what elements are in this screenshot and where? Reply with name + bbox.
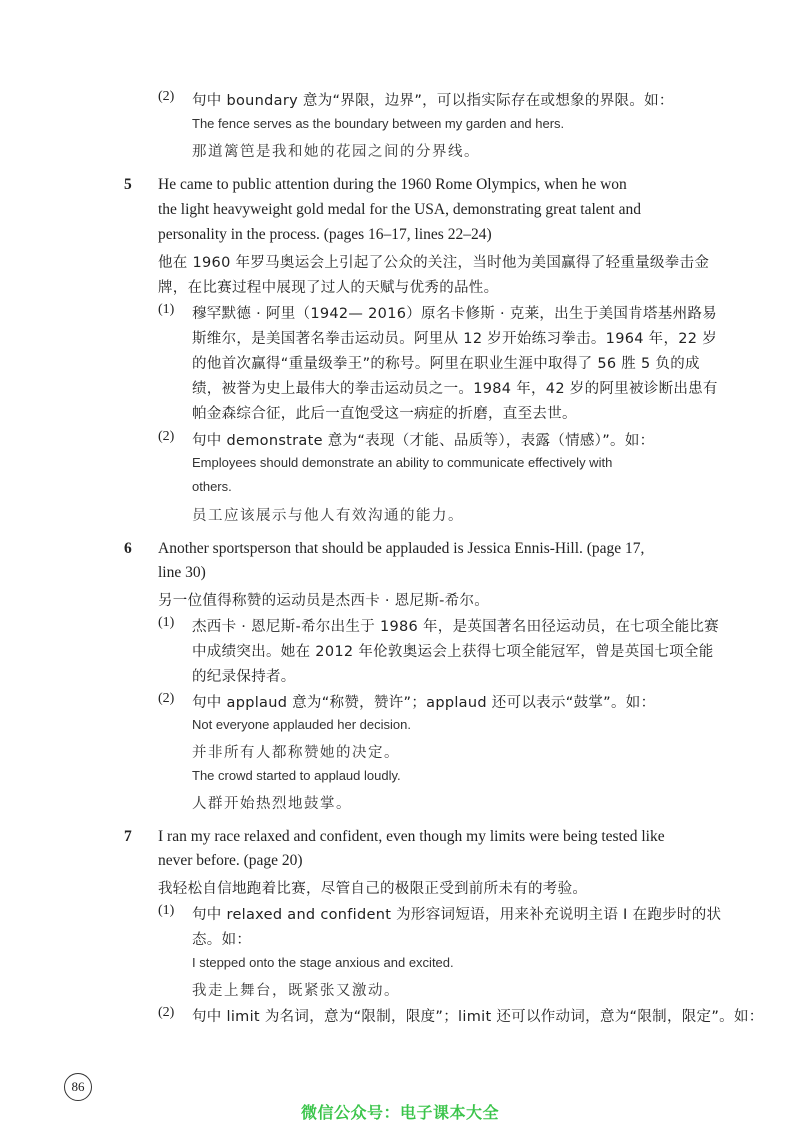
sub-item-number: (2) <box>158 89 175 104</box>
item-number: 7 <box>124 828 132 845</box>
item-english-line: personality in the process. (pages 16–17, lines 22–24) <box>158 226 492 243</box>
sub-item-number: (2) <box>158 691 175 706</box>
item-chinese-line: 牌，在比赛过程中展现了过人的天赋与优秀的品性。 <box>158 280 499 296</box>
sub-item-line: 的纪录保持者。 <box>192 669 296 685</box>
sub-item-line: 穆罕默德 · 阿里（1942— 2016）原名卡修斯 · 克莱，出生于美国肯塔基州路易 <box>192 306 717 322</box>
item-english-line: I ran my race relaxed and confident, even though my limits were being tested like <box>158 828 665 845</box>
example-english: others. <box>192 479 232 494</box>
example-chinese: 那道篱笆是我和她的花园之间的分界线。 <box>192 144 480 160</box>
example-chinese: 员工应该展示与他人有效沟通的能力。 <box>192 508 464 524</box>
item-english-line: the light heavyweight gold medal for the USA, demonstrating great talent and <box>158 201 641 218</box>
example-english: I stepped onto the stage anxious and excited. <box>192 955 454 970</box>
item-english-line: Another sportsperson that should be applauded is Jessica Ennis-Hill. (page 17, <box>158 540 645 557</box>
sub-item-line: 帕金森综合征，此后一直饱受这一病症的折磨，直至去世。 <box>192 406 577 422</box>
sub-item-line: 中成绩突出。她在 2012 年伦敦奥运会上获得七项全能冠军，曾是英国七项全能 <box>192 644 714 660</box>
sub-item-line: 绩，被誉为史上最伟大的拳击运动员之一。1984 年，42 岁的阿里被诊断出患有 <box>192 381 718 397</box>
sub-item-number: (2) <box>158 1005 175 1020</box>
item-chinese-line: 另一位值得称赞的运动员是杰西卡 · 恩尼斯-希尔。 <box>158 593 490 609</box>
sub-item-text: 句中 applaud 意为“称赞，赞许”；applaud 还可以表示“鼓掌”。如： <box>192 695 656 711</box>
example-chinese: 并非所有人都称赞她的决定。 <box>192 745 400 761</box>
sub-item-text: 句中 limit 为名词，意为“限制，限度”；limit 还可以作动词，意为“限制，限定”。如： <box>192 1009 764 1025</box>
sub-item-line: 的他首次赢得“重量级拳王”的称号。阿里在职业生涯中取得了 56 胜 5 负的成 <box>192 356 700 372</box>
item-number: 5 <box>124 176 132 193</box>
sub-item-line: 杰西卡 · 恩尼斯-希尔出生于 1986 年，是英国著名田径运动员，在七项全能比赛 <box>192 619 719 635</box>
item-chinese-line: 我轻松自信地跑着比赛，尽管自己的极限正受到前所未有的考验。 <box>158 881 588 897</box>
footer-watermark: 微信公众号：电子课本大全 <box>300 1103 499 1122</box>
sub-item-text: 句中 demonstrate 意为“表现（才能、品质等），表露（情感）”。如： <box>192 433 655 449</box>
example-english: The crowd started to applaud loudly. <box>192 768 401 783</box>
example-english: The fence serves as the boundary between my garden and hers. <box>192 116 565 131</box>
example-chinese: 人群开始热烈地鼓掌。 <box>192 796 352 812</box>
sub-item-text: 句中 boundary 意为“界限，边界”，可以指实际存在或想象的界限。如： <box>192 93 674 109</box>
sub-item-line: 斯维尔，是美国著名拳击运动员。阿里从 12 岁开始练习拳击。1964 年，22 岁 <box>192 331 718 347</box>
item-english-line: He came to public attention during the 1960 Rome Olympics, when he won <box>158 176 627 193</box>
page-number: 86 <box>64 1073 92 1101</box>
sub-item-line: 态。如： <box>192 932 252 948</box>
example-english: Not everyone applauded her decision. <box>192 717 411 732</box>
sub-item-number: (1) <box>158 302 175 317</box>
sub-item-number: (1) <box>158 903 175 918</box>
item-english-line: never before. (page 20) <box>158 852 303 869</box>
sub-item-line: 句中 relaxed and confident 为形容词短语，用来补充说明主语 I 在跑步时的状 <box>192 907 722 923</box>
item-english-line: line 30) <box>158 564 206 581</box>
sub-item-number: (2) <box>158 429 175 444</box>
example-english: Employees should demonstrate an ability to communicate effectively with <box>192 455 613 470</box>
example-chinese: 我走上舞台，既紧张又激动。 <box>192 983 400 999</box>
item-number: 6 <box>124 540 132 557</box>
sub-item-number: (1) <box>158 615 175 630</box>
item-chinese-line: 他在 1960 年罗马奥运会上引起了公众的关注，当时他为美国赢得了轻重量级拳击金 <box>158 255 710 271</box>
